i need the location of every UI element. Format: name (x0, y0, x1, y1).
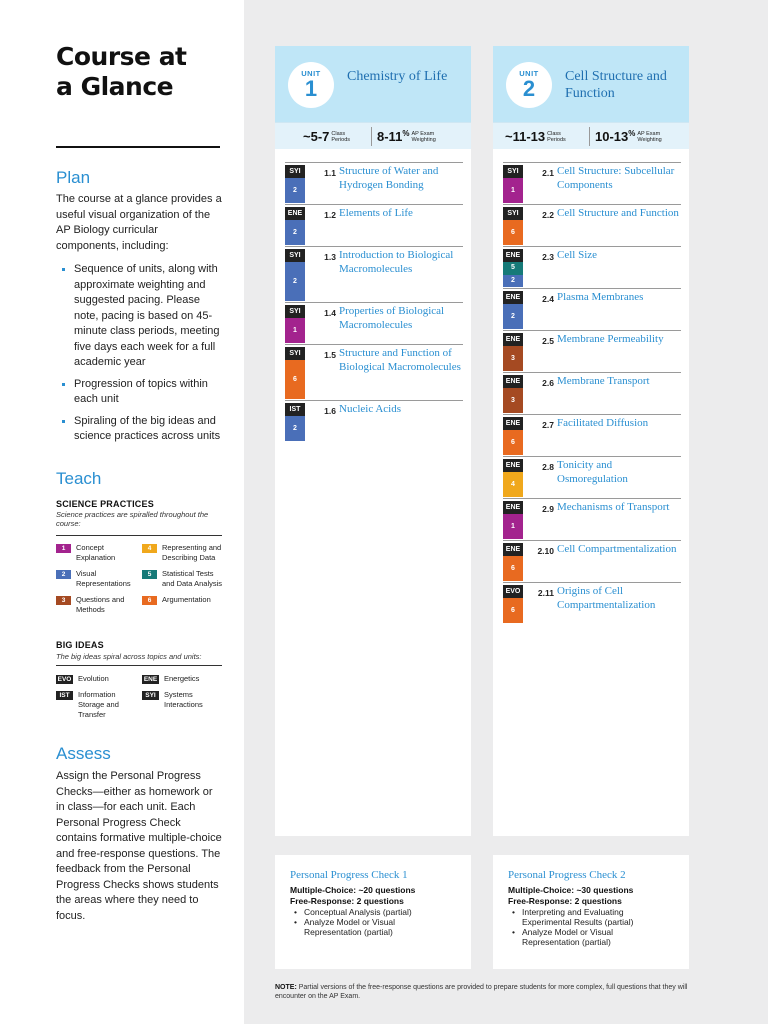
big-ideas-note: The big ideas spiral across topics and units: (56, 652, 202, 661)
big-idea-tag: ENE (503, 501, 523, 514)
assess-text: Assign the Personal Progress Checks—either as homework or in class—for each unit. Each Personal Progress Check contains formative multiple-choice and free-response questions. The feedback from the Personal Progress Checks shows students the areas where they need to focus. (56, 770, 222, 922)
practice-chip: 6 (142, 596, 157, 605)
practice-legend-item (142, 569, 226, 589)
practice-label: Questions and Methods (76, 595, 125, 614)
topic-link[interactable]: Cell Size (557, 249, 598, 261)
big-idea-chip: EVO (57, 676, 72, 683)
big-ideas-legend (56, 674, 226, 720)
big-ideas-heading: BIG IDEAS (56, 640, 104, 650)
practice-label: Concept Explanation (76, 543, 116, 562)
topic-link[interactable]: Structure of Water and Hydrogen Bonding (339, 165, 439, 191)
topic-row (503, 414, 681, 456)
practice-tag: 6 (503, 598, 523, 623)
practice-tag: 4 (503, 472, 523, 497)
practice-chip: 2 (56, 570, 71, 579)
topic-row (503, 540, 681, 582)
practice-legend-item (56, 569, 142, 589)
practice-tag: 2 (285, 220, 305, 245)
practice-tag: 3 (503, 346, 523, 371)
list-item: Spiraling of the big ideas and science practices across units (56, 414, 226, 445)
list-item: • Analyze Model or Visual Representation (partial) (508, 927, 673, 947)
topic-number: 1.1 (324, 168, 336, 178)
practice-chip: 1 (56, 544, 71, 553)
topic-link[interactable]: Elements of Life (339, 207, 413, 219)
practice-tag: 3 (503, 388, 523, 413)
topic-row (285, 162, 463, 204)
progress-check-title: Personal Progress Check 1 (290, 869, 408, 881)
big-idea-chip: ENE (143, 676, 158, 683)
big-idea-tag: ENE (285, 207, 305, 220)
unit-number: 2 (522, 76, 536, 101)
sidebar (0, 0, 244, 1024)
plan-heading: Plan (56, 168, 91, 187)
big-idea-chip: IST (56, 691, 73, 700)
topic-row (503, 246, 681, 288)
big-idea-tag: ENE (503, 417, 523, 430)
unit-pacing-bar (275, 122, 471, 149)
divider (56, 665, 222, 666)
practice-tag: 2 (503, 304, 523, 329)
exam-weighting: 8-11% AP Exam Weighting (377, 129, 436, 144)
page-title: Course at a Glance (56, 42, 187, 101)
class-periods: ~11-13 Class Periods (505, 129, 566, 144)
topic-row (285, 246, 463, 302)
title-divider (56, 146, 220, 148)
topic-row (503, 288, 681, 330)
unit-pacing-bar (493, 122, 689, 149)
topic-number: 2.4 (542, 294, 554, 304)
topic-row (503, 330, 681, 372)
topic-link[interactable]: Cell Structure and Function (557, 207, 679, 219)
big-idea-tag: ENE (503, 459, 523, 472)
topic-link[interactable]: Properties of Biological Macromolecules (339, 305, 445, 331)
practice-label: Argumentation (162, 595, 211, 604)
big-idea-tag: SYI (285, 305, 305, 318)
multiple-choice-count: Multiple-Choice: ~20 questions (290, 885, 416, 895)
list-item: • Conceptual Analysis (partial) (290, 907, 455, 917)
science-practices-heading: SCIENCE PRACTICES (56, 499, 154, 509)
topic-number: 2.8 (542, 462, 554, 472)
progress-check-title: Personal Progress Check 2 (508, 869, 626, 881)
list-item: • Interpreting and Evaluating Experimental Results (partial) (508, 907, 673, 927)
topic-link[interactable]: Facilitated Diffusion (557, 417, 649, 429)
unit-title: Chemistry of Life (347, 69, 448, 84)
practice-tag: 6 (503, 220, 523, 245)
unit-header (493, 46, 689, 122)
multiple-choice-count: Multiple-Choice: ~30 questions (508, 885, 634, 895)
big-idea-tag: SYI (285, 165, 305, 178)
topic-row (285, 400, 463, 442)
practice-chip: 3 (56, 596, 71, 605)
free-response-count: Free-Response: 2 questions (290, 896, 404, 906)
practice-tag: 2 (285, 262, 305, 301)
practice-tag: 2 (285, 178, 305, 203)
big-idea-tag: SYI (503, 207, 523, 220)
topic-number: 2.5 (542, 336, 554, 346)
topic-number: 1.6 (324, 406, 336, 416)
class-periods: ~5-7 Class Periods (303, 129, 351, 144)
practice-tag: 5 (503, 262, 523, 275)
topic-number: 2.2 (542, 210, 554, 220)
topic-number: 2.10 (537, 546, 554, 556)
topic-number: 2.6 (542, 378, 554, 388)
practice-chip: 4 (142, 544, 157, 553)
big-idea-tag: SYI (285, 249, 305, 262)
progress-check-1 (275, 855, 471, 969)
big-idea-label: Energetics (164, 674, 200, 683)
divider (371, 127, 372, 146)
big-idea-tag: SYI (503, 165, 523, 178)
topic-link[interactable]: Tonicity and Osmoregulation (557, 459, 628, 485)
topic-list (285, 162, 463, 442)
list-item: Progression of topics within each unit (56, 377, 226, 408)
big-idea-tag: IST (285, 403, 305, 416)
plan-intro: The course at a glance provides a useful visual organization of the AP Biology curricular components, including: (56, 193, 222, 252)
free-response-list (290, 907, 471, 937)
topic-link[interactable]: Membrane Permeability (557, 333, 664, 345)
topic-link[interactable]: Nucleic Acids (339, 403, 402, 415)
big-idea-legend-item (56, 674, 142, 684)
topic-row (503, 372, 681, 414)
practice-label: Statistical Tests and Data Analysis (162, 569, 223, 588)
big-idea-legend-item (142, 690, 226, 720)
topic-number: 2.9 (542, 504, 554, 514)
big-idea-legend-item (56, 690, 142, 720)
topic-number: 1.2 (324, 210, 336, 220)
unit-badge: UNIT 2 (506, 62, 552, 108)
practice-label: Visual Representations (76, 569, 131, 588)
exam-weighting: 10-13% AP Exam Weighting (595, 129, 662, 144)
topic-list (503, 162, 681, 624)
topic-link[interactable]: Cell Structure: Subcellular Components (557, 165, 675, 191)
practice-legend-item (56, 595, 142, 615)
footnote: NOTE: Partial versions of the free-response questions are provided to prepare students for more complex, full questions that they will encounter on the AP Exam. (275, 984, 688, 1000)
practice-legend-item (142, 543, 226, 563)
practice-tag: 1 (285, 318, 305, 343)
divider (589, 127, 590, 146)
big-idea-tag: ENE (503, 291, 523, 304)
topic-number: 1.5 (324, 350, 336, 360)
teach-heading: Teach (56, 469, 102, 488)
topic-link[interactable]: Membrane Transport (557, 375, 650, 387)
assess-heading: Assess (56, 744, 111, 763)
science-practices-note: Science practices are spiralled throughout the course: (56, 510, 209, 528)
big-idea-label: Evolution (78, 674, 109, 683)
topic-row (285, 344, 463, 400)
big-idea-chip: SYI (142, 691, 159, 700)
practice-tag: 6 (503, 430, 523, 455)
practice-tag: 2 (503, 275, 523, 288)
big-idea-tag: SYI (285, 347, 305, 360)
topic-number: 2.7 (542, 420, 554, 430)
list-item: Sequence of units, along with approximate weighting and suggested pacing. Please note, pacing is based on 45-minute class periods, meeting five days each week for a full academic year (56, 262, 226, 371)
unit-header (275, 46, 471, 122)
unit-number: 1 (304, 76, 318, 101)
topic-number: 1.3 (324, 252, 336, 262)
topic-link[interactable]: Origins of Cell Compartmentalization (557, 585, 656, 611)
topic-link[interactable]: Structure and Function of Biological Macromolecules (339, 347, 461, 373)
topic-link[interactable]: Cell Compartmentalization (557, 543, 677, 555)
topic-row (503, 456, 681, 498)
list-item: • Analyze Model or Visual Representation (partial) (290, 917, 455, 937)
practice-tag: 1 (503, 178, 523, 203)
free-response-list (508, 907, 689, 947)
practice-legend-item (142, 595, 226, 615)
topic-link[interactable]: Mechanisms of Transport (557, 501, 670, 513)
big-idea-tag: ENE (503, 333, 523, 346)
topic-row (503, 162, 681, 204)
big-idea-label: Information Storage and Transfer (78, 690, 119, 719)
progress-check-2 (493, 855, 689, 969)
big-idea-legend-item (142, 674, 226, 684)
topic-number: 2.11 (537, 588, 554, 598)
topic-row (285, 204, 463, 246)
practice-legend-item (56, 543, 142, 563)
practice-tag: 6 (503, 556, 523, 581)
topic-row (503, 582, 681, 624)
big-idea-tag: ENE (503, 543, 523, 556)
big-idea-tag: ENE (503, 249, 523, 262)
unit-badge: UNIT 1 (288, 62, 334, 108)
practice-tag: 6 (285, 360, 305, 399)
topic-row (503, 204, 681, 246)
practice-tag: 1 (503, 514, 523, 539)
topic-row (285, 302, 463, 344)
topic-number: 2.1 (542, 168, 554, 178)
topic-row (503, 498, 681, 540)
big-idea-label: Systems Interactions (164, 690, 203, 709)
practice-label: Representing and Describing Data (162, 543, 222, 562)
practice-tag: 2 (285, 416, 305, 441)
unit-title: Cell Structure and Function (565, 69, 667, 101)
topic-number: 1.4 (324, 308, 336, 318)
topic-link[interactable]: Introduction to Biological Macromolecules (339, 249, 454, 275)
big-idea-tag: ENE (503, 375, 523, 388)
topic-link[interactable]: Plasma Membranes (557, 291, 644, 303)
topic-number: 2.3 (542, 252, 554, 262)
big-idea-tag: EVO (503, 585, 523, 598)
practice-chip: 5 (142, 570, 157, 579)
plan-list (56, 262, 226, 451)
unit-1-column (275, 46, 471, 836)
divider (56, 535, 222, 536)
science-practices-legend (56, 543, 226, 615)
free-response-count: Free-Response: 2 questions (508, 896, 622, 906)
unit-2-column (493, 46, 689, 836)
